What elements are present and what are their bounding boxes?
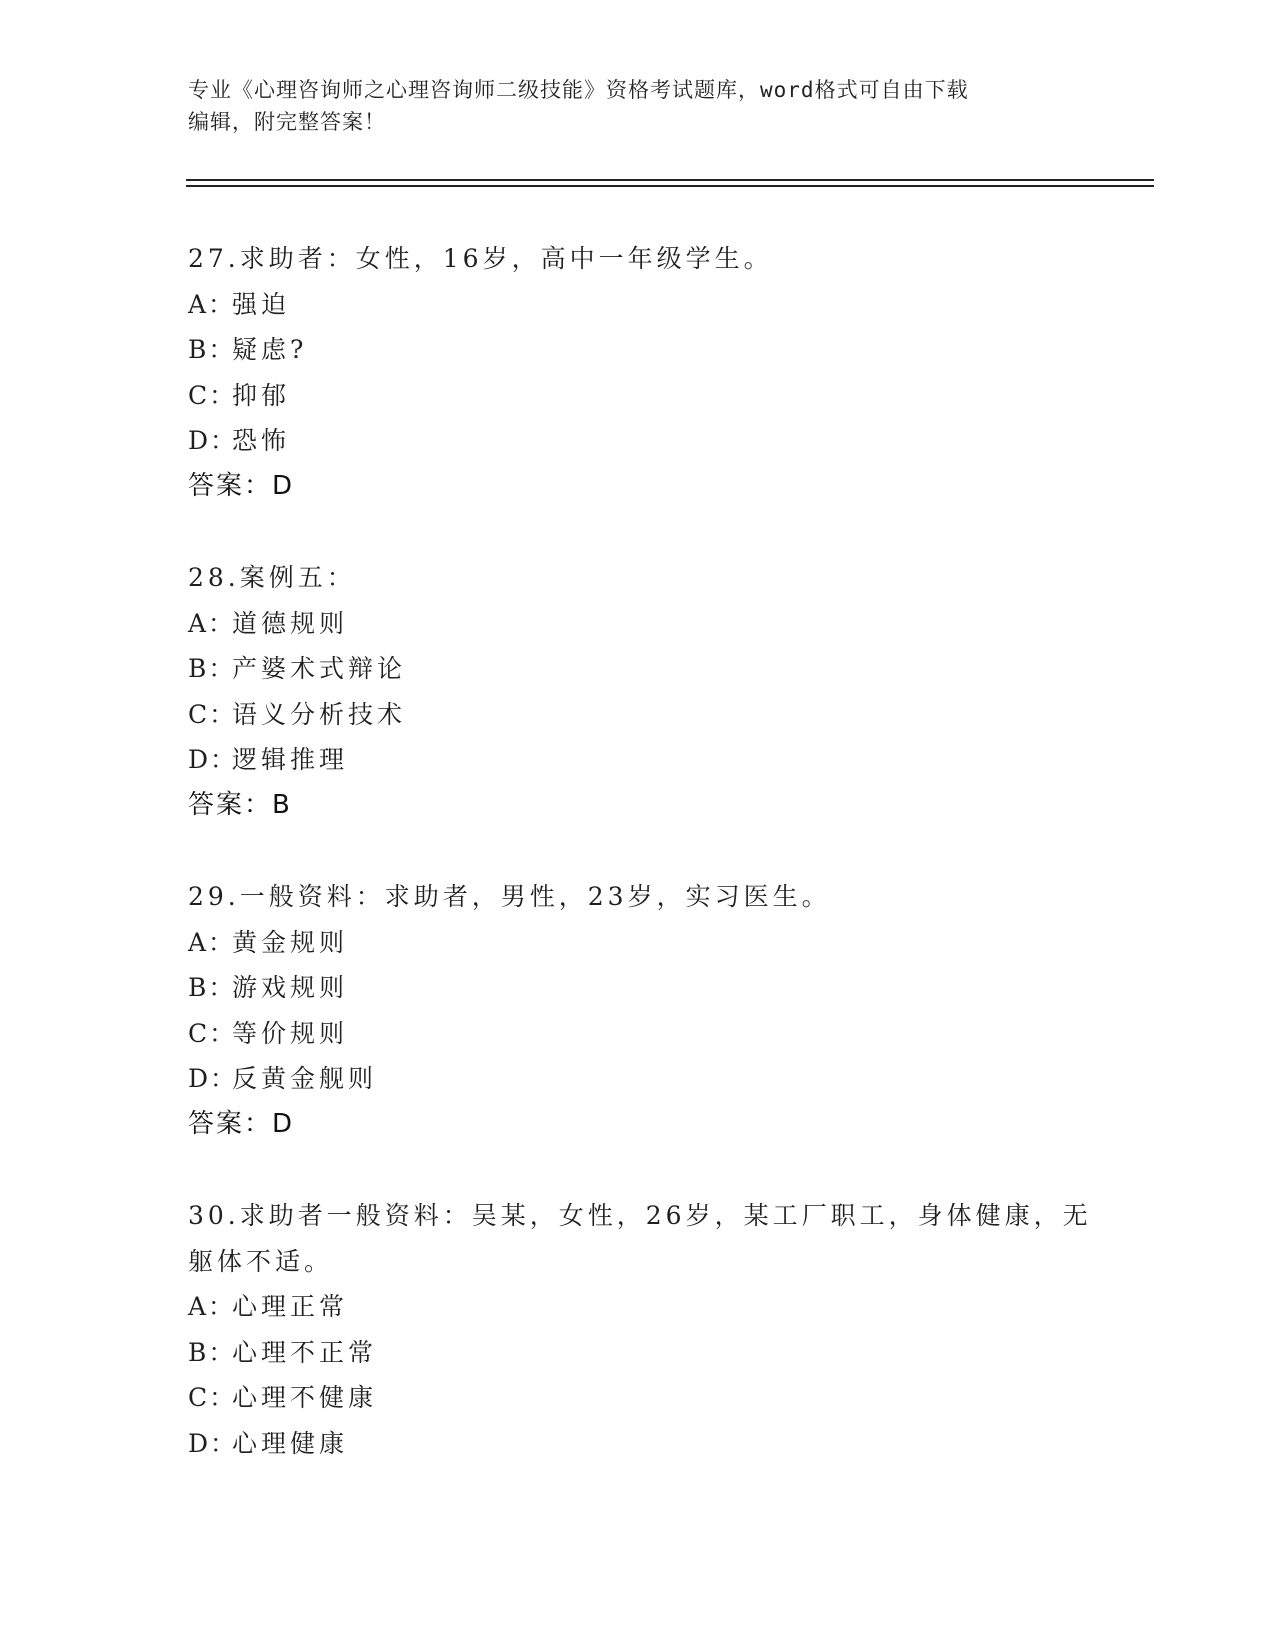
question-30 (188, 1193, 1092, 1466)
question-stem: 27.求助者：女性，16岁，高中一年级学生。 (188, 244, 773, 273)
answer-line: 答案：B (188, 789, 292, 820)
option-text: 恐怖 (232, 426, 291, 455)
option-key: B： (188, 973, 236, 1002)
option-text: 强迫 (232, 289, 291, 319)
option-a (188, 601, 1088, 647)
option-a (188, 920, 1088, 966)
option-key: B： (188, 335, 236, 364)
option-text: 等价规则 (232, 1018, 349, 1048)
option-text: 心理正常 (232, 1292, 349, 1321)
option-text: 心理不健康 (232, 1383, 378, 1412)
header-divider-bottom (186, 185, 1154, 187)
option-text: 产婆术式辩论 (232, 654, 407, 683)
question-27 (188, 236, 1088, 509)
option-key: C： (188, 380, 237, 410)
header-line-2: 编辑，附完整答案！ (188, 110, 386, 134)
option-a (188, 1284, 1088, 1330)
option-b (188, 646, 1088, 692)
question-stem: 28.案例五： (188, 563, 356, 592)
option-text: 黄金规则 (232, 927, 349, 957)
option-key: D： (188, 1064, 238, 1093)
option-key: D： (188, 426, 238, 455)
option-d (188, 737, 1088, 783)
header-line-1: 专业《心理咨询师之心理咨询师二级技能》资格考试题库，word格式可自由下载 (188, 78, 969, 102)
option-d (188, 1421, 1088, 1467)
option-key: A： (188, 608, 236, 638)
option-key: C： (188, 699, 237, 729)
option-text: 疑虑? (232, 335, 308, 364)
question-stem-line-1: 30.求助者一般资料：吴某，女性，26岁，某工厂职工，身体健康，无 (188, 1201, 1092, 1230)
question-stem: 29.一般资料：求助者，男性，23岁，实习医生。 (188, 882, 831, 911)
option-key: A： (188, 1292, 236, 1321)
option-b (188, 965, 1088, 1011)
option-d (188, 1056, 1088, 1102)
question-stem-line-2: 躯体不适。 (188, 1246, 334, 1276)
option-c (188, 373, 1088, 419)
option-text: 抑郁 (232, 380, 291, 410)
option-text: 心理不正常 (232, 1337, 378, 1367)
option-text: 心理健康 (232, 1428, 349, 1458)
option-key: B： (188, 1337, 236, 1367)
option-text: 逻辑推理 (232, 745, 349, 774)
option-key: C： (188, 1018, 237, 1048)
option-c (188, 1375, 1088, 1421)
option-c (188, 1011, 1088, 1057)
option-b (188, 327, 1088, 373)
question-list (188, 236, 1092, 1512)
option-key: C： (188, 1383, 237, 1412)
question-28 (188, 555, 1088, 828)
option-key: A： (188, 927, 236, 957)
document-header (188, 74, 1088, 138)
option-text: 游戏规则 (232, 973, 349, 1002)
answer-line: 答案：D (188, 1108, 295, 1139)
header-divider-top (186, 179, 1154, 181)
question-29 (188, 874, 1088, 1147)
option-key: D： (188, 745, 238, 774)
option-b (188, 1330, 1088, 1376)
option-text: 语义分析技术 (232, 699, 407, 729)
option-text: 道德规则 (232, 608, 349, 638)
option-d (188, 418, 1088, 464)
option-key: A： (188, 289, 236, 319)
option-key: D： (188, 1428, 238, 1458)
option-key: B： (188, 654, 236, 683)
option-text: 反黄金舰则 (232, 1064, 378, 1093)
option-c (188, 692, 1088, 738)
answer-line: 答案：D (188, 470, 295, 501)
option-a (188, 282, 1088, 328)
